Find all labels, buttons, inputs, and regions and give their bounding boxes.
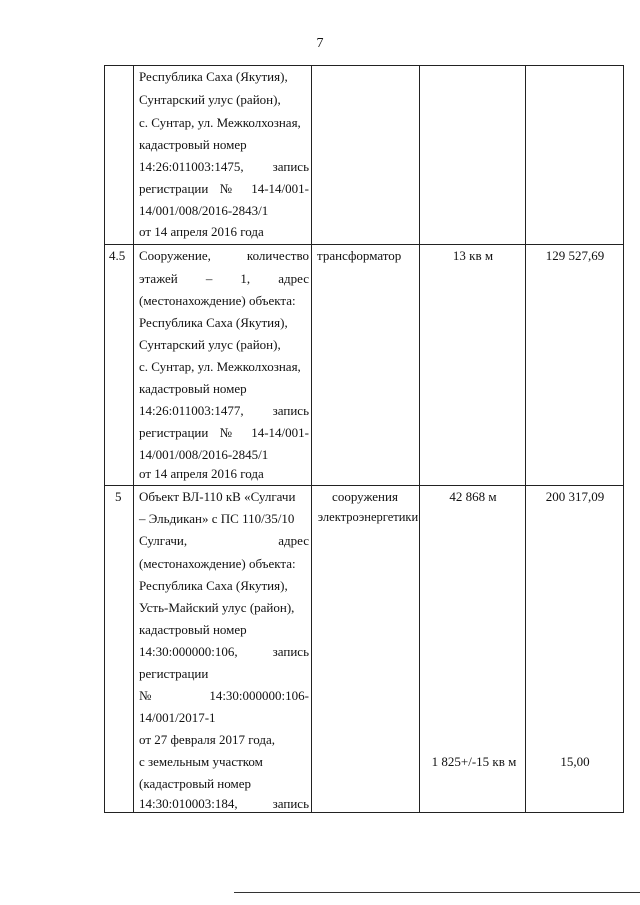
description-line: (местонахождение) объекта: [139,556,296,571]
description-line: 14:26:011003:1475, запись [139,159,309,174]
description-line: кадастровый номер [139,622,247,637]
column-divider [133,66,134,812]
description-line: Сооружение, количество [139,248,309,263]
value-cell: 129 527,69 [545,248,605,263]
description-line: – Эльдикан» с ПС 110/35/10 [139,511,295,526]
column-divider [419,66,420,812]
description-line: Республика Саха (Якутия), [139,315,288,330]
land-value-cell: 15,00 [560,754,590,769]
row-number: 4.5 [109,248,126,263]
area-cell: 13 кв м [452,248,494,263]
description-line: этажей – 1, адрес [139,271,309,286]
description-line: с. Сунтар, ул. Межколхозная, [139,115,301,130]
value-cell: 200 317,09 [545,489,605,504]
column-divider [525,66,526,812]
land-area-cell: 1 825+/-15 кв м [431,754,517,769]
purpose-cell: электроэнергетики [317,510,419,524]
description-line: 14/001/008/2016-2843/1 [139,203,269,218]
description-line: 14/001/008/2016-2845/1 [139,447,269,462]
description-line: с. Сунтар, ул. Межколхозная, [139,359,301,374]
description-line: 14/001/2017-1 [139,710,216,725]
description-line: с земельным участком [139,754,263,769]
description-line: от 14 апреля 2016 года [139,224,264,239]
purpose-cell: сооружения [332,489,398,504]
area-cell: 42 868 м [449,489,497,504]
description-line: № 14:30:000000:106- [139,688,309,703]
column-divider [311,66,312,812]
description-line: 14:26:011003:1477, запись [139,403,309,418]
description-line: кадастровый номер [139,137,247,152]
description-line: (местонахождение) объекта: [139,293,296,308]
description-line: Республика Саха (Якутия), [139,578,288,593]
description-line: регистрации № 14-14/001- [139,181,309,196]
page-number: 7 [316,36,324,51]
description-line: Республика Саха (Якутия), [139,69,288,84]
description-line: регистрации [139,666,209,681]
description-line: (кадастровый номер [139,776,251,791]
description-line: Сунтарский улус (район), [139,337,281,352]
property-table [104,65,624,813]
description-line: Объект ВЛ-110 кВ «Сулгачи [139,489,296,504]
row-number: 5 [115,489,122,504]
description-line: 14:30:000000:106, запись [139,644,309,659]
description-line: регистрации № 14-14/001- [139,425,309,440]
bottom-rule [234,892,640,893]
purpose-cell: трансформатор [317,248,402,263]
description-line: кадастровый номер [139,381,247,396]
description-line: Сулгачи, адрес [139,533,309,548]
description-line: Сунтарский улус (район), [139,92,281,107]
description-line: от 14 апреля 2016 года [139,466,264,481]
description-line: от 27 февраля 2017 года, [139,732,275,747]
description-line: 14:30:010003:184, запись [139,796,309,811]
description-line: Усть-Майский улус (район), [139,600,295,615]
